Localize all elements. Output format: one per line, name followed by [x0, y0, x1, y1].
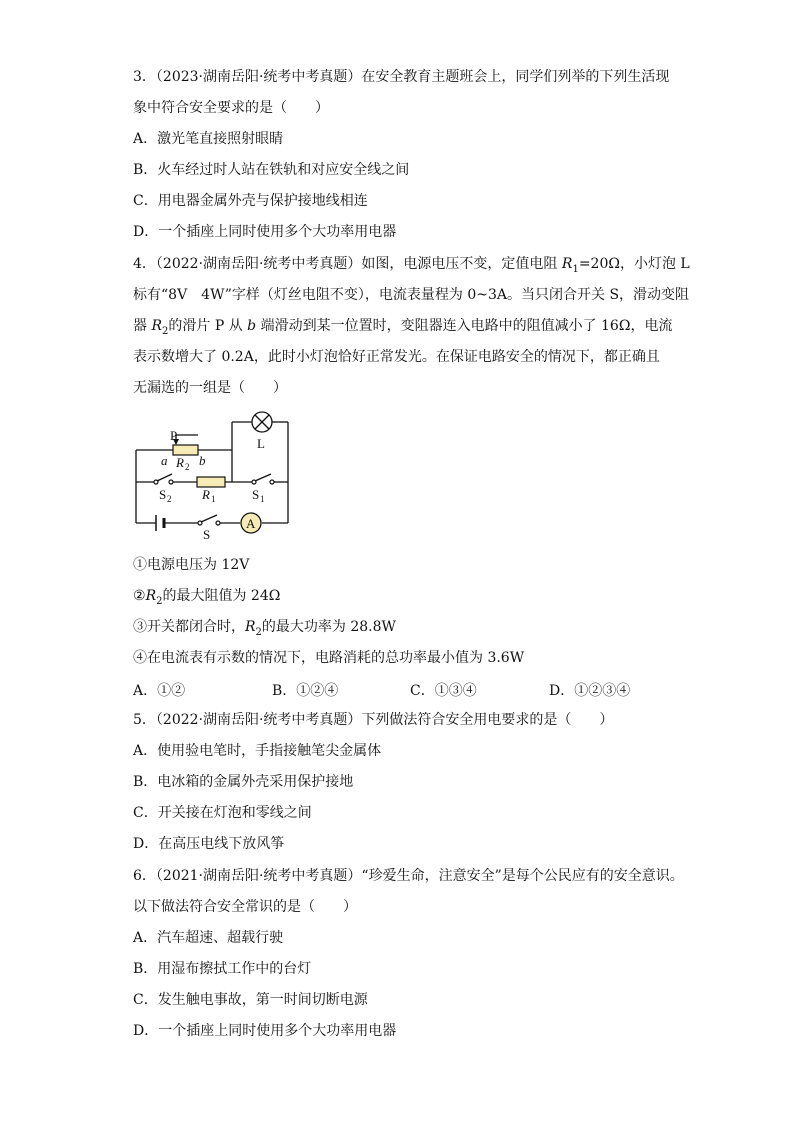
- label-s2: S: [159, 487, 167, 502]
- q5-option-c: C．开关接在灯泡和零线之间: [133, 805, 312, 821]
- label-p: P: [170, 428, 178, 443]
- label-ammeter: A: [246, 516, 256, 531]
- label-s: S: [203, 527, 211, 539]
- q6-option-c: C．发生触电事故，第一时间切断电源: [133, 992, 368, 1008]
- label-r2: R: [176, 455, 184, 470]
- switch-s1-symbol: [252, 474, 274, 484]
- q3-option-b: B．火车经过时人站在铁轨和对应安全线之间: [133, 162, 410, 178]
- label-r1-sub: 1: [211, 494, 216, 504]
- q4-stem-line1: 4．（2022·湖南岳阳·统考中考真题）如图，电源电压不变，定值电阻 $R_1=20\Omega$，小灯泡 L: [133, 256, 690, 275]
- q3-option-a: A．激光笔直接照射眼睛: [133, 131, 284, 147]
- q6-option-a: A．汽车超速、超载行驶: [133, 930, 284, 946]
- q4-choices: [133, 680, 693, 698]
- resistor-r1-symbol: [197, 477, 225, 487]
- circuit-diagram: [126, 405, 296, 539]
- rheostat-r2-symbol: [173, 445, 198, 455]
- label-s2-sub: 2: [167, 494, 172, 504]
- q4-choice-d: D．①②③④: [549, 683, 631, 699]
- q4-choice-a: A．①②: [133, 683, 186, 699]
- label-b: b: [199, 453, 206, 468]
- q6-stem-line1: 6．（2021·湖南岳阳·统考中考真题）“珍爱生命，注意安全”是每个公民应有的安全意识。: [133, 868, 684, 884]
- label-r1: R: [202, 487, 210, 502]
- q6-option-d: D．一个插座上同时使用多个大功率用电器: [133, 1023, 397, 1039]
- q4-stem-line5: 无漏选的一组是（ ）: [133, 380, 287, 396]
- q4-stem-line2: 标有“8V 4W”字样（灯丝电阻不变），电流表量程为 0~3A。当只闭合开关 S，滑动变阻: [133, 287, 690, 303]
- q4-statement-3: ③开关都闭合时，$R_2$的最大功率为 28.8W: [133, 619, 396, 638]
- q6-option-b: B．用湿布擦拭工作中的台灯: [133, 961, 312, 977]
- q4-statement-1: ①电源电压为 12V: [133, 557, 250, 573]
- label-s1: S: [252, 487, 260, 502]
- q3-stem-line1: 3．（2023·湖南岳阳·统考中考真题）在安全教育主题班会上，同学们列举的下列生活现: [133, 69, 670, 85]
- q5-stem: 5．（2022·湖南岳阳·统考中考真题）下列做法符合安全用电要求的是（ ）: [133, 712, 614, 728]
- q5-option-b: B．电冰箱的金属外壳采用保护接地: [133, 774, 354, 790]
- q5-option-a: A．使用验电笔时，手指接触笔尖金属体: [133, 743, 382, 759]
- q3-stem-line2: 象中符合安全要求的是（ ）: [133, 100, 329, 116]
- switch-s2-symbol: [154, 474, 173, 484]
- q6-stem-line2: 以下做法符合安全常识的是（ ）: [133, 899, 357, 915]
- q3-option-c: C．用电器金属外壳与保护接地线相连: [133, 193, 368, 209]
- q3-option-d: D．一个插座上同时使用多个大功率用电器: [133, 224, 397, 240]
- label-l: L: [257, 436, 265, 451]
- q4-stem-line3: 器 $R_2$的滑片 P 从 b 端滑动到某一位置时，变阻器连入电路中的阻值减小了 16Ω，电流: [133, 318, 673, 337]
- label-s1-sub: 1: [260, 494, 265, 504]
- battery-symbol: [156, 515, 164, 531]
- switch-s-symbol: [198, 515, 220, 525]
- q4-choice-c: C．①③④: [410, 683, 477, 699]
- q5-option-d: D．在高压电线下放风筝: [133, 836, 285, 852]
- q4-stem-line4: 表示数增大了 0.2A，此时小灯泡恰好正常发光。在保证电路安全的情况下，都正确且: [133, 349, 660, 365]
- q4-statement-2: $②R_2$的最大阻值为 24Ω: [133, 588, 281, 607]
- label-r2-sub: 2: [185, 462, 190, 472]
- q4-choice-b: B．①②④: [272, 683, 339, 699]
- q4-statement-4: ④在电流表有示数的情况下，电路消耗的总功率最小值为 3.6W: [133, 650, 525, 666]
- label-a: a: [161, 453, 168, 468]
- lamp-symbol: [252, 412, 272, 432]
